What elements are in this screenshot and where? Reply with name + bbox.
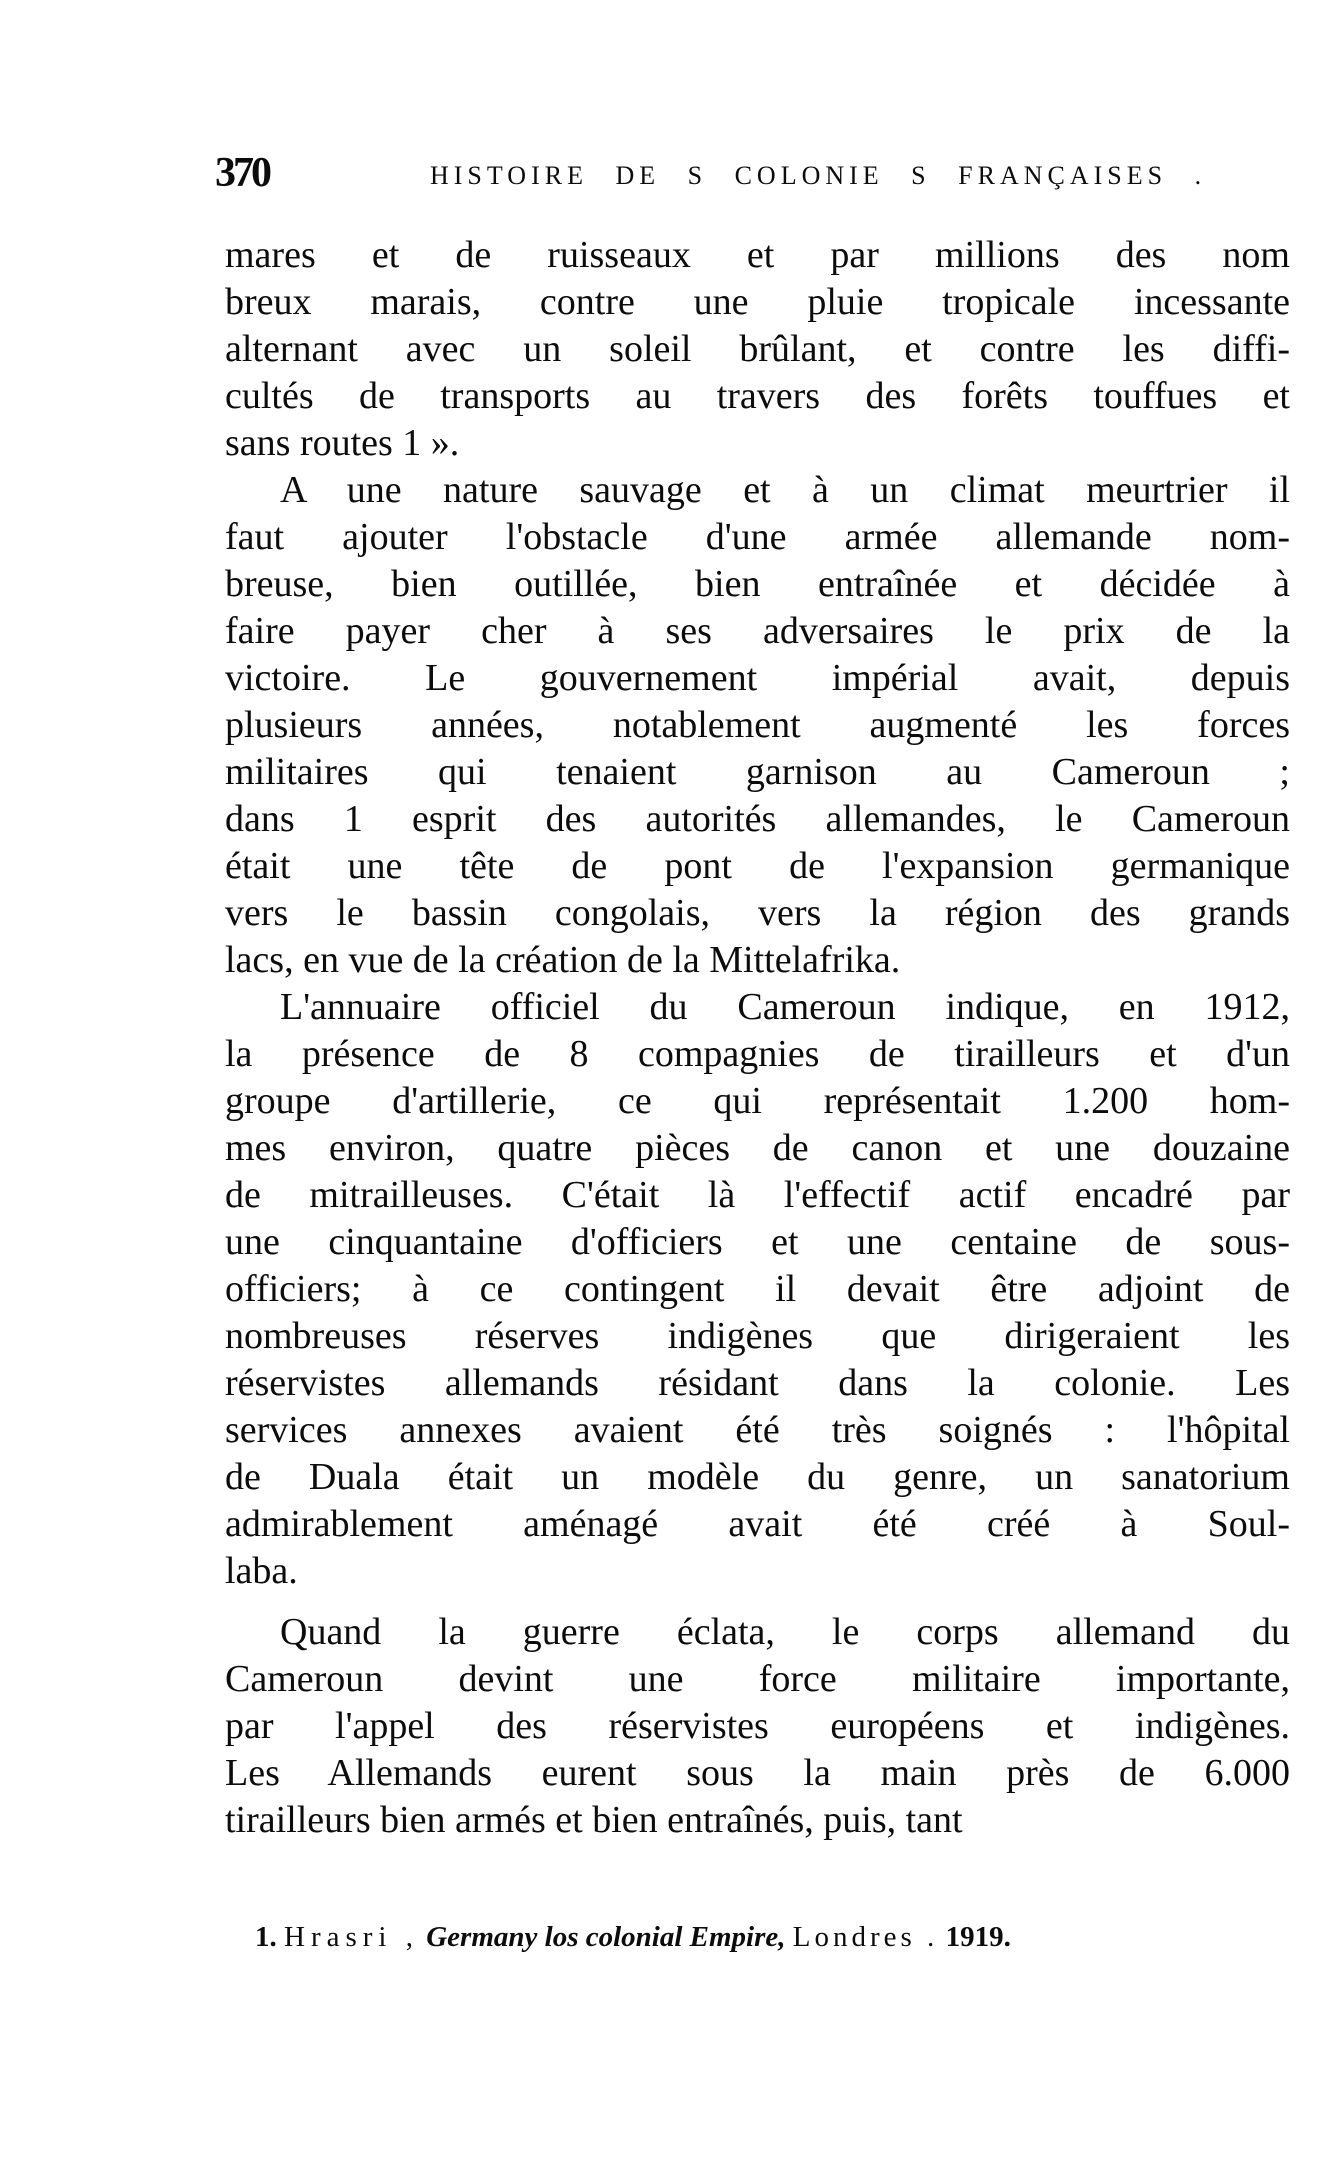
text-line: officiers; à ce contingent il devait être adjoint de (225, 1268, 1290, 1310)
text-line: était une tête de pont de l'expansion germanique (225, 845, 1290, 887)
footnote (255, 1920, 1155, 1955)
footnote-author: Hrasri , (284, 1921, 419, 1953)
text-line: breuse, bien outillée, bien entraînée et décidée à (225, 563, 1290, 605)
text-line: admirablement aménagé avait été créé à Soul- (225, 1503, 1290, 1545)
text-line: dans 1 esprit des autorités allemandes, le Cameroun (225, 798, 1290, 840)
text-line: faut ajouter l'obstacle d'une armée allemande nom- (225, 516, 1290, 558)
text-line: mares et de ruisseaux et par millions des nom (225, 234, 1290, 276)
text-line: la présence de 8 compagnies de tirailleurs et d'un (225, 1033, 1290, 1075)
text-line: laba. (225, 1550, 298, 1592)
text-line: mes environ, quatre pièces de canon et une douzaine (225, 1127, 1290, 1169)
footnote-title: Germany los colonial Empire, (426, 1921, 786, 1953)
text-line: A une nature sauvage et à un climat meurtrier il (280, 469, 1290, 511)
text-line: sans routes 1 ». (225, 422, 460, 464)
page-number: 370 (215, 150, 269, 196)
text-line: par l'appel des réservistes européens et indigènes. (225, 1705, 1290, 1747)
text-line: alternant avec un soleil brûlant, et contre les diffi- (225, 328, 1290, 370)
footnote-marker: 1. (255, 1921, 277, 1953)
text-line: faire payer cher à ses adversaires le prix de la (225, 610, 1290, 652)
paragraph (225, 1609, 1290, 1844)
text-line: L'annuaire officiel du Cameroun indique, en 1912, (280, 986, 1290, 1028)
text-line: cultés de transports au travers des forêts touffues et (225, 375, 1290, 417)
text-line: breux marais, contre une pluie tropicale incessante (225, 281, 1290, 323)
running-header: HISTOIRE DE S COLONIE S FRANÇAISES . (430, 161, 1207, 190)
text-line: Quand la guerre éclata, le corps allemand du (280, 1611, 1290, 1653)
text-line: vers le bassin congolais, vers la région des grands (225, 892, 1290, 934)
footnote-year: 1919. (945, 1921, 1011, 1953)
footnote-location: Londres . (792, 1921, 939, 1953)
text-line: services annexes avaient été très soignés : l'hôpital (225, 1409, 1290, 1451)
text-line: réservistes allemands résidant dans la colonie. Les (225, 1362, 1290, 1404)
text-line: militaires qui tenaient garnison au Cameroun ; (225, 751, 1290, 793)
text-line: Cameroun devint une force militaire importante, (225, 1658, 1290, 1700)
paragraph (225, 467, 1290, 984)
text-line: Les Allemands eurent sous la main près de 6.000 (225, 1752, 1290, 1794)
text-line: tirailleurs bien armés et bien entraînés, puis, tant (225, 1799, 963, 1841)
paragraph (225, 984, 1290, 1595)
text-line: lacs, en vue de la création de la Mittelafrika. (225, 939, 901, 981)
text-line: groupe d'artillerie, ce qui représentait 1.200 hom- (225, 1080, 1290, 1122)
paragraph (225, 232, 1290, 467)
text-line: plusieurs années, notablement augmenté les forces (225, 704, 1290, 746)
text-line: une cinquantaine d'officiers et une centaine de sous- (225, 1221, 1290, 1263)
text-line: nombreuses réserves indigènes que dirigeraient les (225, 1315, 1290, 1357)
body-text (225, 232, 1290, 1844)
text-line: de Duala était un modèle du genre, un sanatorium (225, 1456, 1290, 1498)
text-line: de mitrailleuses. C'était là l'effectif actif encadré par (225, 1174, 1290, 1216)
text-line: victoire. Le gouvernement impérial avait, depuis (225, 657, 1290, 699)
